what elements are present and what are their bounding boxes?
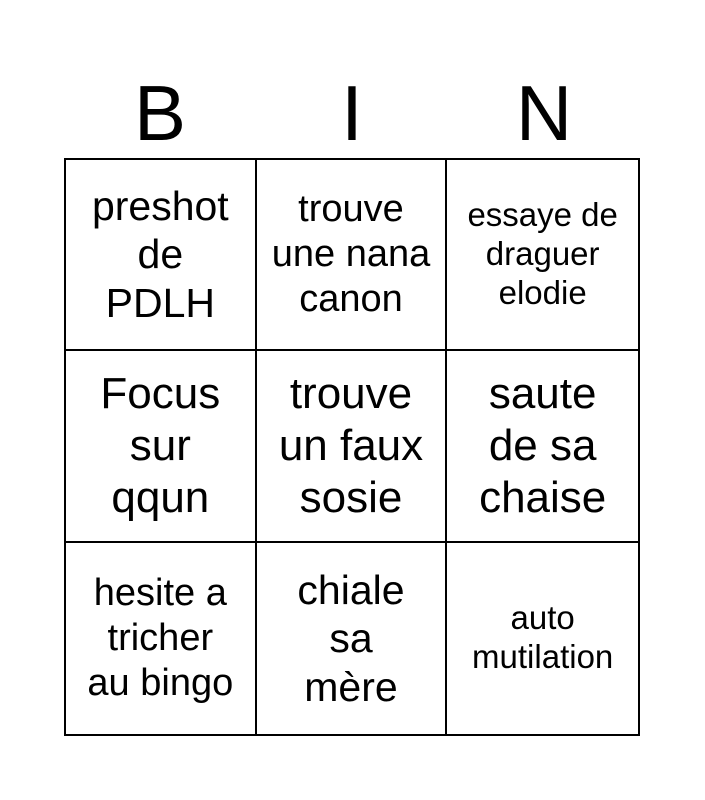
bingo-cell-text: trouve un faux sosie: [278, 369, 424, 522]
bingo-cell[interactable]: [66, 543, 257, 734]
bingo-header: [64, 68, 640, 158]
bingo-cell-text: saute de sa chaise: [479, 369, 607, 522]
bingo-cell[interactable]: [447, 543, 638, 734]
bingo-cell[interactable]: [66, 160, 257, 351]
bingo-cell[interactable]: [257, 543, 448, 734]
bingo-cell-text: hesite a tricher au bingo: [87, 572, 234, 704]
bingo-cell[interactable]: [257, 160, 448, 351]
header-letter-i: I: [341, 69, 363, 157]
bingo-cell-text: essaye de draguer elodie: [467, 196, 618, 312]
bingo-board: [64, 158, 640, 736]
header-letter-n: N: [515, 69, 573, 157]
header-letter-b: B: [133, 69, 187, 157]
bingo-cell-text: Focus sur qqun: [100, 369, 221, 522]
bingo-cell-text: preshot de PDLH: [91, 183, 229, 326]
bingo-cell[interactable]: [447, 351, 638, 542]
bingo-cell[interactable]: [447, 160, 638, 351]
bingo-cell-text: auto mutilation: [472, 599, 614, 676]
bingo-cell[interactable]: [257, 351, 448, 542]
bingo-cell-text: chiale sa mère: [297, 566, 405, 710]
bingo-cell-text: trouve une nana canon: [271, 188, 431, 321]
bingo-cell[interactable]: [66, 351, 257, 542]
